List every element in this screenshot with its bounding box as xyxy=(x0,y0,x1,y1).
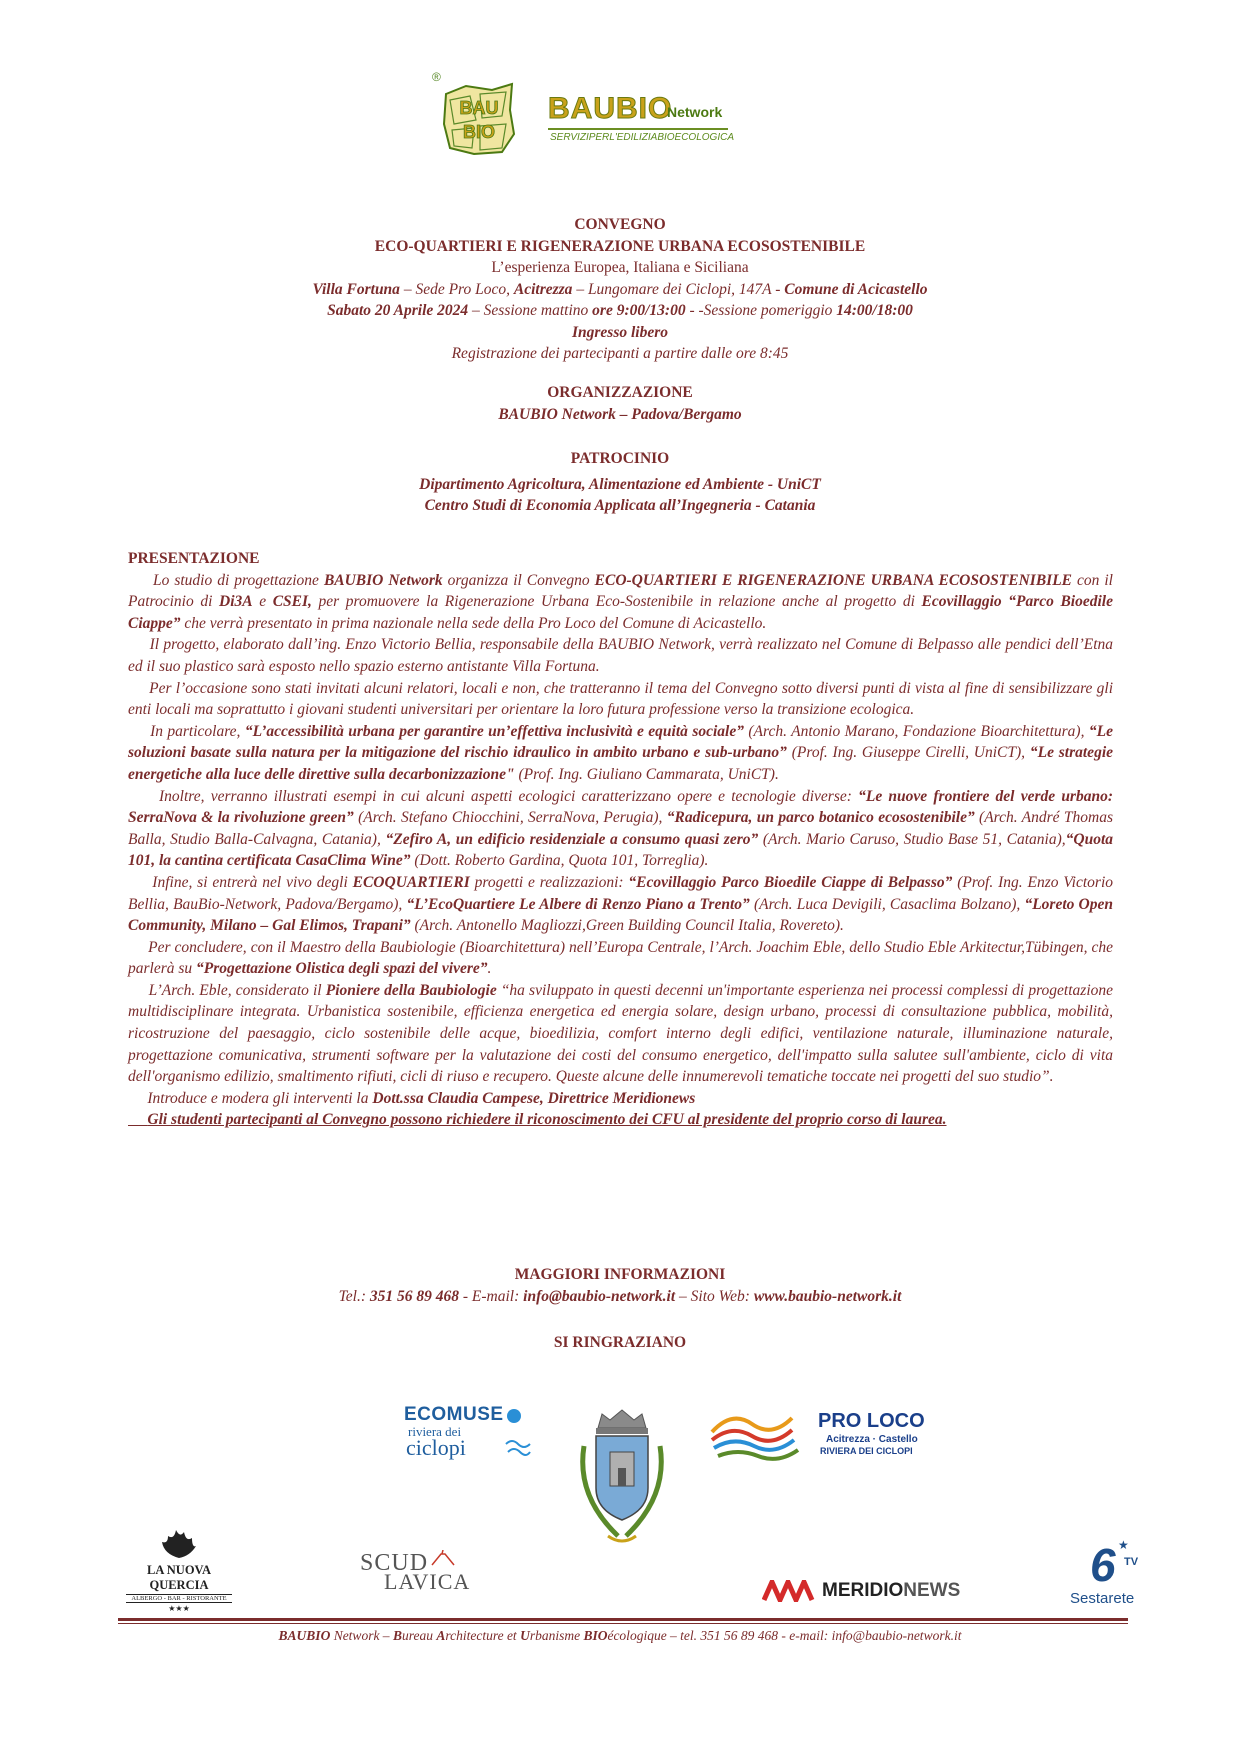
logo-tagline: SERVIZIPERL'EDILIZIABIOECOLOGICA xyxy=(550,132,734,143)
event-venue: Villa Fortuna – Sede Pro Loco, Acitrezza – Lungomare dei Ciclopi, 147A - Comune di Acicastello xyxy=(312,280,928,298)
paragraph-3: Per l’occasione sono stati invitati alcuni relatori, locali e non, che tratteranno il tema del Convegno sotto diversi punti di vista al fine di sensibilizzare gli enti locali ma soprattutto i giovani studenti universitari per orientare la loro futura professione verso la transizione ecologica. xyxy=(128,679,1114,719)
acicastello-crest-icon xyxy=(572,1406,672,1554)
website-link[interactable]: www.baubio-network.it xyxy=(753,1287,902,1305)
paragraph-5: Inoltre, verranno illustrati esempi in cui alcuni aspetti ecologici caratterizzano opere e tecnologie diverse: “Le nuove frontiere del verde urbano: SerraNova & la rivoluzione green” (Arch. Stefano Chiocchini, SerraNova, Perugia), “Radicepura, un parco botanico ecosostenibile” (Arch. André Thomas Balla, Studio Balla-Calvagna, Catania), “Zefiro A, un edificio residenziale a consumo quasi zero” (Arch. Mario Caruso, Studio Base 51, Catania),“Quota 101, la cantina certificata CasaClima Wine” (Dott. Roberto Gardina, Quota 101, Torreglia). xyxy=(128,787,1113,870)
footer-text: BAUBIO Network – Bureau Architecture et Urbanisme BIOécologique – tel. 351 56 89 468 - e-mail: info@baubio-network.it xyxy=(278,1628,962,1643)
paragraph-9: Introduce e modera gli interventi la Dott.ssa Claudia Campese, Direttrice Meridionews xyxy=(147,1089,696,1107)
event-date: Sabato 20 Aprile 2024 – Sessione mattino ore 9:00/13:00 - -Sessione pomeriggio 14:00/18:00 xyxy=(327,302,913,319)
baubio-logo xyxy=(430,70,750,160)
sponsor-logos xyxy=(0,1390,1240,1690)
patrocinio-section xyxy=(100,448,1140,517)
logo-underline xyxy=(548,128,728,130)
event-header xyxy=(100,214,1140,365)
scud-lavica-logo: SCUD LAVICA xyxy=(360,1550,471,1594)
proloco-logo: PRO LOCO Acitrezza · Castello RIVIERA DEI CICLOPI xyxy=(708,1402,938,1472)
registration-note: Registrazione dei partecipanti a partire dalle ore 8:45 xyxy=(451,345,789,362)
entry-note: Ingresso libero xyxy=(571,323,669,341)
meridionews-logo: MERIDIONEWS xyxy=(762,1576,982,1606)
organizzazione-value: BAUBIO Network – Padova/Bergamo xyxy=(498,405,742,423)
proloco-waves-icon xyxy=(708,1402,808,1462)
meridionews-mark-icon xyxy=(762,1580,822,1602)
ecomuse-logo: ECOMUSE riviera dei ciclopi xyxy=(404,1404,534,1474)
logo-network: Network xyxy=(667,104,723,120)
patrocinio-title: PATROCINIO xyxy=(570,450,670,467)
volcano-icon xyxy=(430,1550,456,1566)
patrocinio-line-2: Centro Studi di Economia Applicata all’Ingegneria - Catania xyxy=(424,497,816,514)
organizzazione-title: ORGANIZZAZIONE xyxy=(547,384,693,401)
paragraph-7: Per concludere, con il Maestro della Baubiologie (Bioarchitettura) nell’Europa Centrale, l’Arch. Joachim Eble, dello Studio Eble Arkitectur,Tübingen, che parlerà su “Progettazione Olistica degli spazi del vivere”. xyxy=(128,938,1114,978)
paragraph-2: Il progetto, elaborato dall’ing. Enzo Victorio Bellia, responsabile della BAUBIO Network, verrà realizzato nel Comune di Belpasso alle pendici dell’Etna ed il suo plastico sarà esposto nello spazio esterno antistante Villa Fortuna. xyxy=(128,636,1114,675)
ecomuse-wave-icon xyxy=(504,1408,534,1458)
thanks-section xyxy=(100,1332,1140,1354)
mark-text-bottom: BIO xyxy=(462,122,496,142)
logo-name: BAUBIO xyxy=(548,92,673,125)
paragraph-4: In particolare, “L’accessibilità urbana per garantire un’effettiva inclusività e equità sociale” (Arch. Antonio Marano, Fondazione Bioarchitettura), “Le soluzioni basate sulla natura per la mitigazione del rischio idraulico in ambito urbano e sub-urbano” (Prof. Ing. Giuseppe Cirelli, UniCT), “Le strategie energetiche alla luce delle direttive sulla decarbonizzazione" (Prof. Ing. Giuliano Cammarata, UniCT). xyxy=(128,722,1114,783)
info-title: MAGGIORI INFORMAZIONI xyxy=(514,1266,726,1283)
convegno-label: CONVEGNO xyxy=(574,216,666,233)
event-subtitle: L’esperienza Europea, Italiana e Siciliana xyxy=(491,259,749,276)
mark-text-top: BAU xyxy=(459,98,499,118)
thanks-title: SI RINGRAZIANO xyxy=(553,1334,687,1351)
baubio-mark-icon xyxy=(440,80,518,158)
oak-leaf-icon xyxy=(154,1526,204,1560)
info-section xyxy=(100,1264,1140,1307)
info-contacts: Tel.: 351 56 89 468 - E-mail: info@baubio-network.it – Sito Web: www.baubio-network.it xyxy=(338,1287,902,1305)
email-link[interactable]: info@baubio-network.it xyxy=(523,1287,676,1305)
footer-divider-thin xyxy=(118,1623,1128,1624)
paragraph-1: Lo studio di progettazione BAUBIO Network organizza il Convegno ECO-QUARTIERI E RIGENERAZIONE URBANA ECOSOSTENIBILE con il Patrocinio di Di3A e CSEI, per promuovere la Rigenerazione Urbana Eco-Sostenibile in relazione anche al progetto di Ecovillaggio “Parco Bioedile Ciappe” che verrà presentato in prima nazionale nella sede della Pro Loco del Comune di Acicastello. xyxy=(128,571,1113,632)
paragraph-6: Infine, si entrerà nel vivo degli ECOQUARTIERI progetti e realizzazioni: “Ecovillaggio Parco Bioedile Ciappe di Belpasso” (Prof. Ing. Enzo Victorio Bellia, BauBio-Network, Padova/Bergamo), “L’EcoQuartiere Le Albere di Renzo Piano a Trento” (Arch. Luca Devigili, Casaclima Bolzano), “Loreto Open Community, Milano – Gal Elimos, Trapani” (Arch. Antonello Magliozzi,Green Building Council Italia, Rovereto). xyxy=(128,873,1114,935)
registered-mark: ® xyxy=(432,70,441,84)
presentazione-body xyxy=(128,548,1113,1131)
footer-divider xyxy=(118,1618,1128,1621)
phone-number: 351 56 89 468 xyxy=(369,1287,460,1305)
cfu-note: Gli studenti partecipanti al Convegno possono richiedere il riconoscimento dei CFU al presidente del proprio corso di laurea. xyxy=(147,1111,947,1129)
patrocinio-line-1: Dipartimento Agricoltura, Alimentazione ed Ambiente - UniCT xyxy=(419,475,821,493)
organizzazione-section xyxy=(100,382,1140,425)
sestarete-logo: 6 TV ★ Sestarete xyxy=(1070,1538,1139,1607)
presentazione-title: PRESENTAZIONE xyxy=(128,550,260,567)
la-nuova-quercia-logo: LA NUOVA QUERCIA ALBERGO - BAR - RISTORANTE ★★★ xyxy=(120,1526,238,1606)
event-title: ECO-QUARTIERI E RIGENERAZIONE URBANA ECOSOSTENIBILE xyxy=(374,237,866,255)
paragraph-8: L’Arch. Eble, considerato il Pioniere della Baubiologie “ha sviluppato in questi decenni un'importante esperienza nei processi complessi di progettazione multidisciplinare integrata. Urbanistica sostenibile, efficienza energetica ed energia solare, design urbano, processi di consultazione pubblica, mobilità, ricostruzione del paesaggio, ciclo sostenibile delle acque, bioedilizia, comfort interno degli edifici, ventilazione naturale, illuminazione naturale, progettazione comunicativa, strumenti software per la valutazione dei costi del consumo energetico, dell'impatto sulla salutee sull'ambiente, ciclo di vita dell'organismo edilizio, smaltimento rifiuti, cicli di riuso e recupero. Queste alcune delle innumerevoli tematiche toccate nei progetti del suo studio”. xyxy=(128,981,1114,1086)
